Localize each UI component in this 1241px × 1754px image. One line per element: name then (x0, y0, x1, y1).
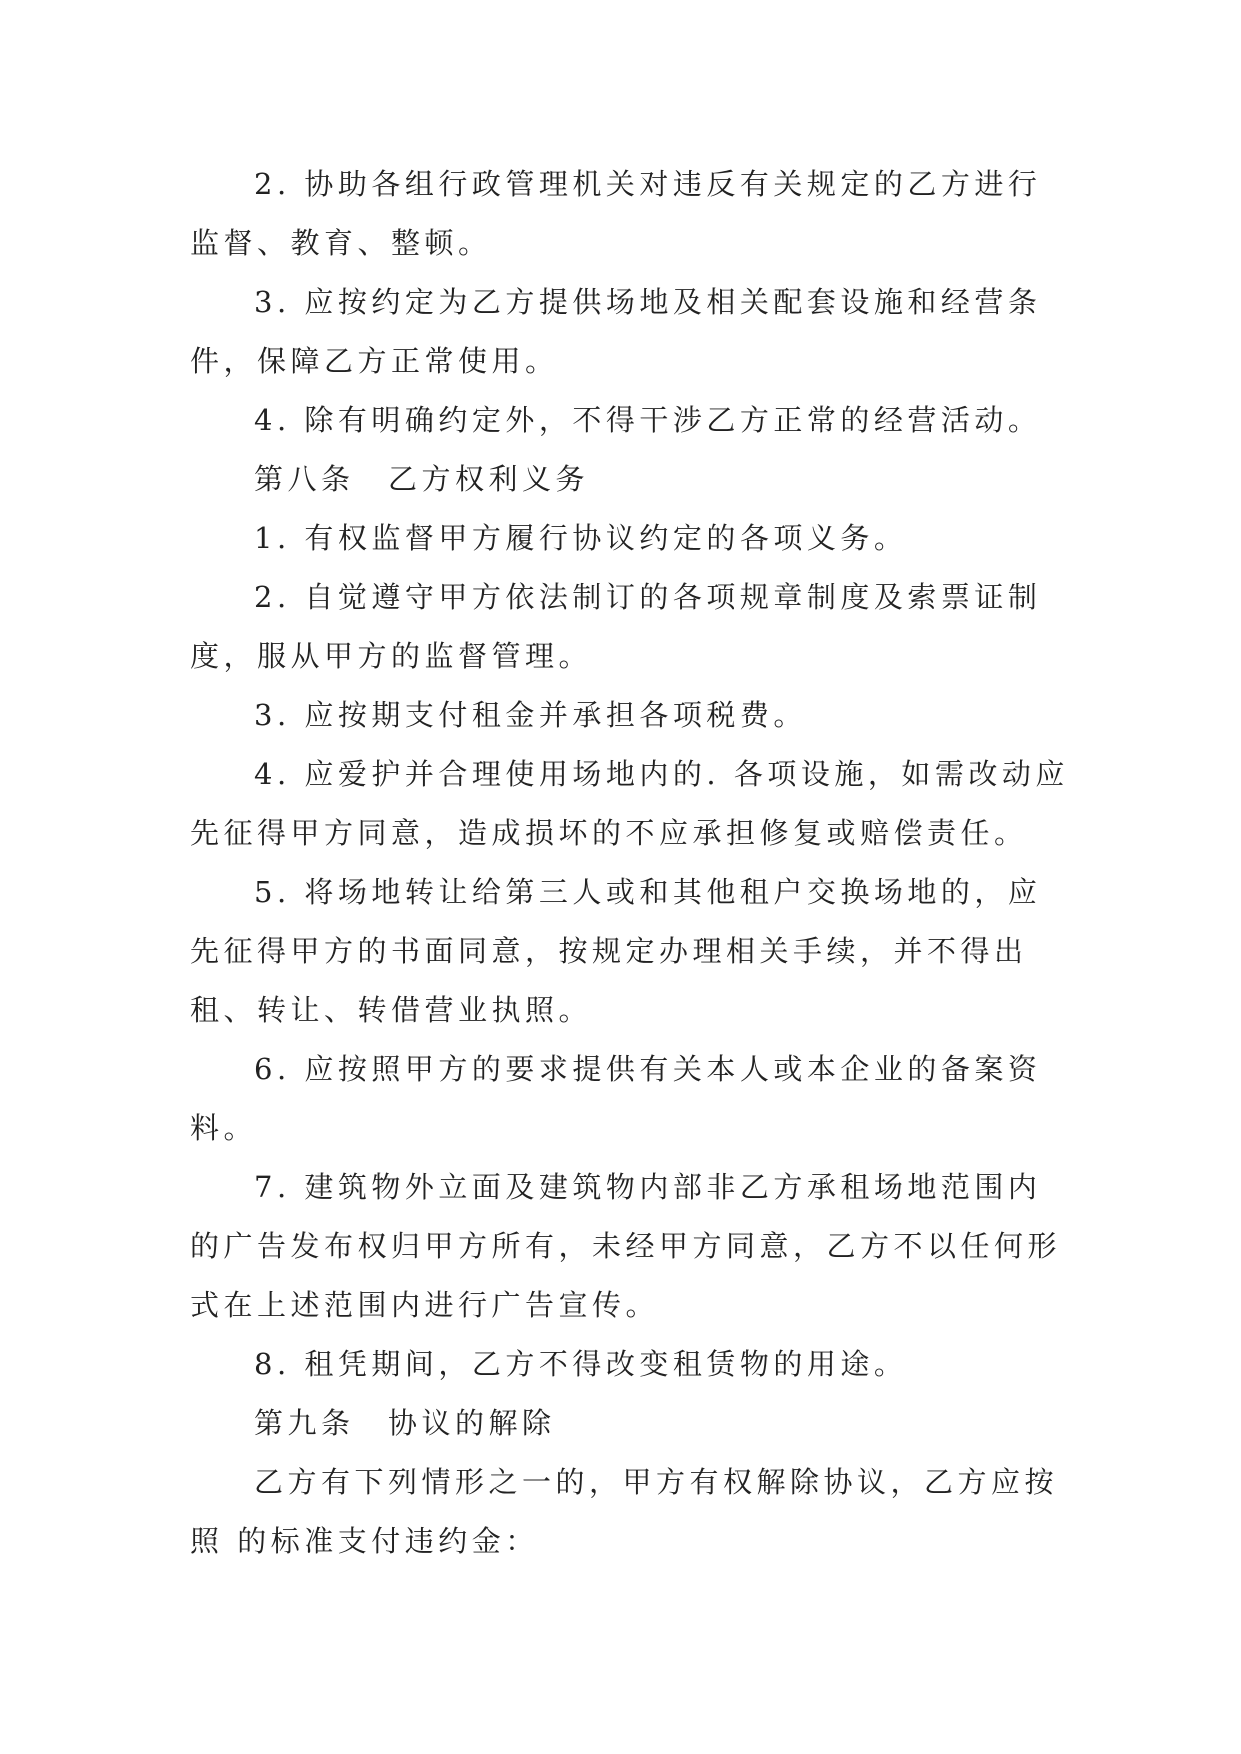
section-heading-article-8: 第八条 乙方权利义务 (254, 462, 590, 496)
paragraph-clause-8-item-3: 3. 应按期支付租金并承担各项税费。 (254, 698, 807, 732)
section-heading-article-9: 第九条 协议的解除 (254, 1406, 556, 1440)
paragraph-clause-8-item-7: 7. 建筑物外立面及建筑物内部非乙方承租场地范围内的广告发布权归甲方所有，未经甲方同意，乙方不以任何形式在上述范围内进行广告宣传。 (190, 1170, 1062, 1322)
paragraph-clause-8-item-5: 5. 将场地转让给第三人或和其他租户交换场地的，应先征得甲方的书面同意，按规定办理相关手续，并不得出租、转让、转借营业执照。 (190, 875, 1042, 1027)
paragraph-clause-8-item-2: 2. 自觉遵守甲方依法制订的各项规章制度及索票证制度，服从甲方的监督管理。 (190, 580, 1042, 673)
paragraph-clause-8-item-4: 4. 应爱护并合理使用场地内的. 各项设施，如需改动应先征得甲方同意，造成损坏的不应承担修复或赔偿责任。 (190, 757, 1069, 850)
paragraph-clause-7-item-4: 4. 除有明确约定外，不得干涉乙方正常的经营活动。 (254, 403, 1042, 437)
paragraph-clause-9-intro: 乙方有下列情形之一的，甲方有权解除协议，乙方应按照 的标准支付违约金： (190, 1465, 1059, 1558)
paragraph-clause-8-item-8: 8. 租凭期间，乙方不得改变租赁物的用途。 (254, 1347, 908, 1381)
paragraph-clause-8-item-6: 6. 应按照甲方的要求提供有关本人或本企业的备案资料。 (190, 1052, 1042, 1145)
document-body (190, 155, 1070, 1571)
paragraph-clause-8-item-1: 1. 有权监督甲方履行协议约定的各项义务。 (254, 521, 908, 555)
paragraph-clause-7-item-2: 2. 协助各组行政管理机关对违反有关规定的乙方进行监督、教育、整顿。 (190, 167, 1042, 260)
paragraph-clause-7-item-3: 3. 应按约定为乙方提供场地及相关配套设施和经营条件，保障乙方正常使用。 (190, 285, 1042, 378)
